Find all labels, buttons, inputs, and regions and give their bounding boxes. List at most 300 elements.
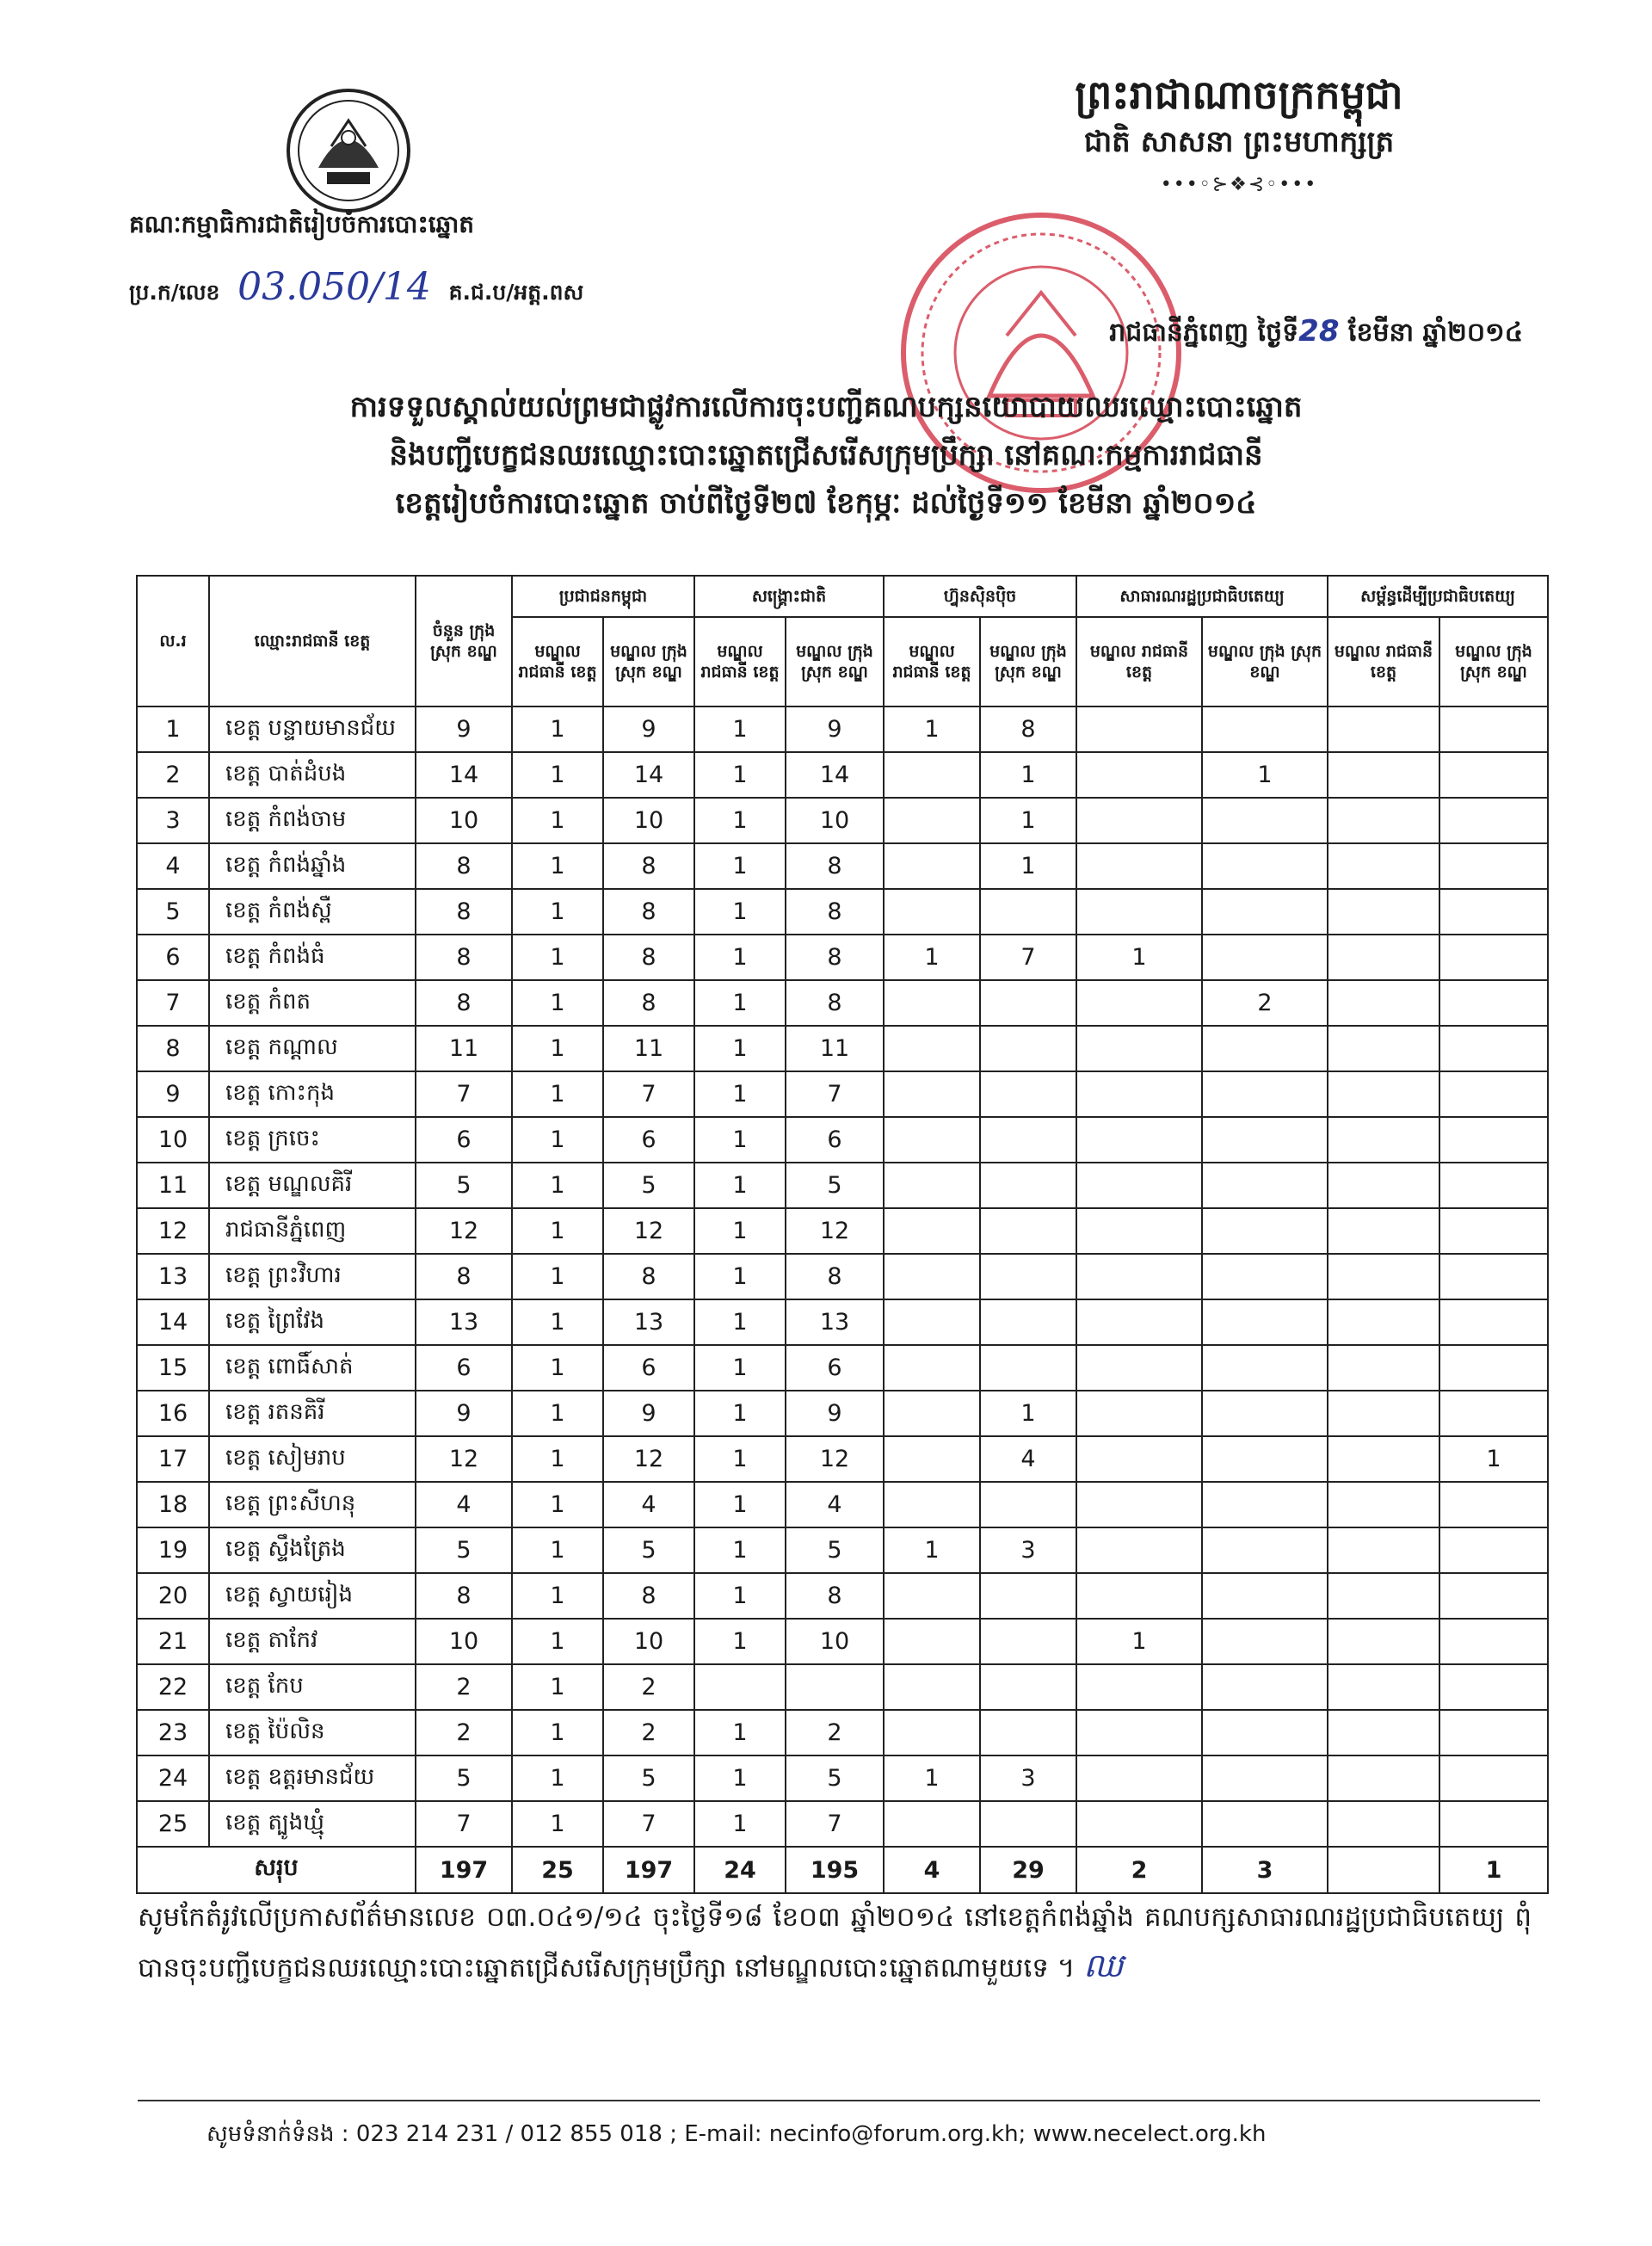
- count-cell: [1202, 843, 1328, 889]
- total-row: [137, 1847, 1548, 1893]
- total-cell: 197: [416, 1847, 512, 1893]
- count-cell: [980, 889, 1076, 935]
- province-name-cell: ខេត្ត តាកែវ: [209, 1619, 416, 1664]
- province-name-cell: ខេត្ត សៀមរាប: [209, 1436, 416, 1482]
- row-number-cell: 22: [137, 1664, 209, 1710]
- count-cell: [1202, 1801, 1328, 1847]
- row-number-cell: 23: [137, 1710, 209, 1755]
- count-cell: 8: [603, 1254, 694, 1299]
- count-cell: 6: [786, 1345, 884, 1391]
- province-name-cell: ខេត្ត ប៉ៃលិន: [209, 1710, 416, 1755]
- count-cell: 2: [603, 1664, 694, 1710]
- count-cell: 7: [603, 1071, 694, 1117]
- count-cell: [694, 1664, 786, 1710]
- count-cell: 1: [694, 1755, 786, 1801]
- count-cell: [1202, 1527, 1328, 1573]
- sub-capital: មណ្ឌល រាជធានី ខេត្ត: [1328, 617, 1439, 707]
- count-cell: 8: [786, 980, 884, 1026]
- row-number-cell: 15: [137, 1345, 209, 1391]
- count-cell: [884, 1801, 980, 1847]
- count-cell: 1: [694, 980, 786, 1026]
- count-cell: [1328, 1664, 1439, 1710]
- count-cell: 1: [694, 1482, 786, 1527]
- count-cell: 11: [416, 1026, 512, 1071]
- count-cell: [1328, 1071, 1439, 1117]
- count-cell: 2: [603, 1710, 694, 1755]
- total-label: សរុប: [137, 1847, 416, 1893]
- count-cell: [884, 752, 980, 798]
- count-cell: 8: [416, 935, 512, 980]
- count-cell: 1: [512, 843, 603, 889]
- sub-capital: មណ្ឌល រាជធានី ខេត្ត: [1076, 617, 1202, 707]
- count-cell: [1439, 1664, 1548, 1710]
- count-cell: 2: [416, 1664, 512, 1710]
- row-number-cell: 5: [137, 889, 209, 935]
- count-cell: 8: [980, 707, 1076, 752]
- count-cell: [1076, 707, 1202, 752]
- count-cell: [1202, 1391, 1328, 1436]
- count-cell: 5: [603, 1755, 694, 1801]
- row-number-cell: 7: [137, 980, 209, 1026]
- count-cell: [1439, 798, 1548, 843]
- count-cell: 6: [786, 1117, 884, 1163]
- count-cell: [1439, 1527, 1548, 1573]
- count-cell: [884, 1117, 980, 1163]
- count-cell: 1: [694, 843, 786, 889]
- nec-emblem-icon: [284, 86, 413, 215]
- count-cell: 5: [603, 1527, 694, 1573]
- total-cell: 2: [1076, 1847, 1202, 1893]
- count-cell: 10: [786, 798, 884, 843]
- count-cell: 5: [786, 1163, 884, 1208]
- count-cell: 4: [786, 1482, 884, 1527]
- count-cell: 1: [980, 1391, 1076, 1436]
- count-cell: [884, 798, 980, 843]
- table-row: [137, 1208, 1548, 1254]
- count-cell: 9: [416, 1391, 512, 1436]
- row-number-cell: 6: [137, 935, 209, 980]
- province-name-cell: ខេត្ត ពោធិ៍សាត់: [209, 1345, 416, 1391]
- count-cell: 11: [786, 1026, 884, 1071]
- count-cell: 7: [980, 935, 1076, 980]
- count-cell: [1439, 1254, 1548, 1299]
- count-cell: 1: [512, 1573, 603, 1619]
- count-cell: [1439, 1026, 1548, 1071]
- count-cell: 1: [694, 798, 786, 843]
- count-cell: [980, 1573, 1076, 1619]
- count-cell: [884, 1026, 980, 1071]
- total-cell: 29: [980, 1847, 1076, 1893]
- count-cell: 10: [416, 1619, 512, 1664]
- count-cell: 1: [512, 1163, 603, 1208]
- ref-suffix: គ.ជ.ប/អត្ត.ពស: [448, 280, 584, 305]
- count-cell: 1: [512, 1664, 603, 1710]
- count-cell: 8: [603, 1573, 694, 1619]
- table-row: [137, 1254, 1548, 1299]
- count-cell: [1439, 1573, 1548, 1619]
- province-name-cell: ខេត្ត ព្រះវិហារ: [209, 1254, 416, 1299]
- count-cell: [980, 980, 1076, 1026]
- total-cell: 197: [603, 1847, 694, 1893]
- count-cell: [1439, 889, 1548, 935]
- count-cell: [1076, 1163, 1202, 1208]
- count-cell: [980, 1664, 1076, 1710]
- sub-district: មណ្ឌល ក្រុង ស្រុក ខណ្ឌ: [980, 617, 1076, 707]
- row-number-cell: 14: [137, 1299, 209, 1345]
- count-cell: 1: [1202, 752, 1328, 798]
- count-cell: [1328, 980, 1439, 1026]
- row-number-cell: 25: [137, 1801, 209, 1847]
- province-name-cell: ខេត្ត កែប: [209, 1664, 416, 1710]
- row-number-cell: 10: [137, 1117, 209, 1163]
- count-cell: [1202, 1482, 1328, 1527]
- count-cell: 9: [786, 1391, 884, 1436]
- title-line-1: ការទទួលស្គាល់យល់ព្រមជាផ្លូវការលើការចុះបញ្ជីគណបក្សនយោបាយឈរឈ្មោះបោះឆ្នោត: [349, 390, 1303, 424]
- province-name-cell: ខេត្ត បាត់ដំបង: [209, 752, 416, 798]
- count-cell: [1328, 1299, 1439, 1345]
- count-cell: 5: [786, 1755, 884, 1801]
- ornament-divider: •••◦⊱❖⊰◦•••: [1160, 174, 1318, 195]
- row-number-cell: 13: [137, 1254, 209, 1299]
- count-cell: [980, 1482, 1076, 1527]
- count-cell: 8: [786, 1254, 884, 1299]
- count-cell: 1: [694, 1573, 786, 1619]
- count-cell: 4: [416, 1482, 512, 1527]
- count-cell: [1328, 889, 1439, 935]
- count-cell: 7: [603, 1801, 694, 1847]
- count-cell: [1439, 1117, 1548, 1163]
- count-cell: [884, 1208, 980, 1254]
- reference-line: [129, 265, 583, 311]
- table-row: [137, 1299, 1548, 1345]
- row-number-cell: 1: [137, 707, 209, 752]
- count-cell: 1: [694, 935, 786, 980]
- count-cell: 13: [603, 1299, 694, 1345]
- province-name-cell: ខេត្ត ឧត្តរមានជ័យ: [209, 1755, 416, 1801]
- count-cell: 1: [512, 1755, 603, 1801]
- count-cell: [1076, 1436, 1202, 1482]
- count-cell: 1: [694, 1208, 786, 1254]
- count-cell: 1: [1439, 1436, 1548, 1482]
- province-name-cell: ខេត្ត ក្រចេះ: [209, 1117, 416, 1163]
- count-cell: 8: [786, 935, 884, 980]
- count-cell: [1202, 1619, 1328, 1664]
- count-cell: 1: [884, 935, 980, 980]
- header-no: ល.រ: [137, 576, 209, 707]
- province-name-cell: ខេត្ត ស្វាយរៀង: [209, 1573, 416, 1619]
- count-cell: 5: [416, 1527, 512, 1573]
- table-row: [137, 1117, 1548, 1163]
- row-number-cell: 12: [137, 1208, 209, 1254]
- count-cell: 10: [603, 1619, 694, 1664]
- count-cell: 7: [786, 1801, 884, 1847]
- count-cell: 1: [694, 889, 786, 935]
- ref-number: 03.050/14: [237, 265, 431, 309]
- table-row: [137, 1071, 1548, 1117]
- document-title: [129, 383, 1523, 528]
- count-cell: 14: [786, 752, 884, 798]
- count-cell: 12: [416, 1436, 512, 1482]
- count-cell: 14: [416, 752, 512, 798]
- table-row: [137, 1710, 1548, 1755]
- count-cell: [980, 1801, 1076, 1847]
- total-cell: [1328, 1847, 1439, 1893]
- count-cell: 1: [512, 1208, 603, 1254]
- count-cell: 8: [603, 889, 694, 935]
- count-cell: 1: [694, 707, 786, 752]
- header-name: ឈ្មោះរាជធានី ខេត្ត: [209, 576, 416, 707]
- count-cell: 1: [980, 843, 1076, 889]
- count-cell: [1439, 935, 1548, 980]
- committee-name: គណៈកម្មាធិការជាតិរៀបចំការបោះឆ្នោត: [129, 210, 475, 238]
- province-name-cell: ខេត្ត កំពត: [209, 980, 416, 1026]
- count-cell: 8: [786, 889, 884, 935]
- count-cell: 13: [786, 1299, 884, 1345]
- count-cell: [1328, 1619, 1439, 1664]
- count-cell: [1328, 707, 1439, 752]
- count-cell: [1202, 1436, 1328, 1482]
- count-cell: [1076, 1573, 1202, 1619]
- count-cell: [1439, 1071, 1548, 1117]
- ref-prefix: ប្រ.ក/លេខ: [129, 280, 220, 305]
- count-cell: 7: [416, 1801, 512, 1847]
- count-cell: [1076, 843, 1202, 889]
- count-cell: [884, 1071, 980, 1117]
- count-cell: [884, 1345, 980, 1391]
- province-name-cell: ខេត្ត ត្បូងឃ្មុំ: [209, 1801, 416, 1847]
- count-cell: [884, 1299, 980, 1345]
- count-cell: 1: [694, 1527, 786, 1573]
- count-cell: 1: [694, 1801, 786, 1847]
- count-cell: 1: [512, 1527, 603, 1573]
- total-cell: 24: [694, 1847, 786, 1893]
- count-cell: [1076, 889, 1202, 935]
- count-cell: 1: [512, 798, 603, 843]
- count-cell: [980, 1254, 1076, 1299]
- count-cell: [1328, 1208, 1439, 1254]
- province-name-cell: ខេត្ត ព្រៃវែង: [209, 1299, 416, 1345]
- count-cell: 1: [512, 935, 603, 980]
- count-cell: 5: [416, 1755, 512, 1801]
- sub-district: មណ្ឌល ក្រុង ស្រុក ខណ្ឌ: [1202, 617, 1328, 707]
- count-cell: 9: [786, 707, 884, 752]
- count-cell: [1439, 1801, 1548, 1847]
- count-cell: 1: [512, 1345, 603, 1391]
- count-cell: [980, 1619, 1076, 1664]
- count-cell: 8: [603, 980, 694, 1026]
- province-name-cell: ខេត្ត មណ្ឌលគិរី: [209, 1163, 416, 1208]
- count-cell: [884, 1163, 980, 1208]
- row-number-cell: 17: [137, 1436, 209, 1482]
- count-cell: [1202, 1071, 1328, 1117]
- count-cell: 1: [512, 752, 603, 798]
- count-cell: [1439, 1619, 1548, 1664]
- count-cell: [1328, 798, 1439, 843]
- count-cell: 1: [694, 1026, 786, 1071]
- table-row: [137, 980, 1548, 1026]
- table-row: [137, 935, 1548, 980]
- count-cell: 1: [512, 1254, 603, 1299]
- count-cell: [1076, 1345, 1202, 1391]
- count-cell: [1076, 1208, 1202, 1254]
- national-motto: ជាតិ សាសនា ព្រះមហាក្សត្រ: [1083, 125, 1395, 159]
- count-cell: [884, 889, 980, 935]
- count-cell: [1076, 1527, 1202, 1573]
- count-cell: 1: [694, 1254, 786, 1299]
- table-body: [137, 707, 1548, 1893]
- count-cell: [980, 1117, 1076, 1163]
- count-cell: [1439, 752, 1548, 798]
- count-cell: 8: [603, 843, 694, 889]
- count-cell: [884, 1391, 980, 1436]
- table-row: [137, 1755, 1548, 1801]
- row-number-cell: 24: [137, 1755, 209, 1801]
- count-cell: [1439, 1391, 1548, 1436]
- total-cell: 25: [512, 1847, 603, 1893]
- document-date: [1109, 314, 1523, 354]
- count-cell: 1: [512, 1299, 603, 1345]
- table-row: [137, 1619, 1548, 1664]
- count-cell: [1328, 1026, 1439, 1071]
- count-cell: 1: [512, 1071, 603, 1117]
- province-name-cell: ខេត្ត កំពង់ឆ្នាំង: [209, 843, 416, 889]
- count-cell: 10: [603, 798, 694, 843]
- header-party-funcinpec: ហ្វ៊ុនស៊ិនប៉ិច: [884, 576, 1076, 617]
- count-cell: [1076, 1117, 1202, 1163]
- count-cell: 11: [603, 1026, 694, 1071]
- count-cell: 12: [786, 1436, 884, 1482]
- count-cell: 12: [603, 1436, 694, 1482]
- count-cell: 2: [786, 1710, 884, 1755]
- count-cell: [1076, 1482, 1202, 1527]
- count-cell: [980, 1163, 1076, 1208]
- count-cell: [884, 1254, 980, 1299]
- count-cell: [1202, 1299, 1328, 1345]
- header-party-cnrp: សង្គ្រោះជាតិ: [694, 576, 884, 617]
- province-name-cell: រាជធានីភ្នំពេញ: [209, 1208, 416, 1254]
- row-number-cell: 4: [137, 843, 209, 889]
- count-cell: 8: [416, 843, 512, 889]
- kingdom-title: ព្រះរាជាណាចក្រកម្ពុជា: [1075, 71, 1403, 118]
- count-cell: [1202, 1710, 1328, 1755]
- count-cell: [884, 1573, 980, 1619]
- count-cell: [1076, 752, 1202, 798]
- count-cell: [884, 1710, 980, 1755]
- count-cell: [1328, 1436, 1439, 1482]
- count-cell: [1202, 1117, 1328, 1163]
- count-cell: 1: [694, 1071, 786, 1117]
- row-number-cell: 20: [137, 1573, 209, 1619]
- header-party-cpp: ប្រជាជនកម្ពុជា: [512, 576, 694, 617]
- province-name-cell: ខេត្ត កណ្តាល: [209, 1026, 416, 1071]
- count-cell: [980, 1299, 1076, 1345]
- count-cell: 6: [603, 1117, 694, 1163]
- count-cell: 9: [603, 707, 694, 752]
- count-cell: [1328, 1391, 1439, 1436]
- count-cell: [1202, 1026, 1328, 1071]
- count-cell: [1076, 1710, 1202, 1755]
- count-cell: [1076, 1801, 1202, 1847]
- count-cell: [1328, 1345, 1439, 1391]
- count-cell: 2: [1202, 980, 1328, 1026]
- count-cell: [1439, 1482, 1548, 1527]
- table-row: [137, 1026, 1548, 1071]
- count-cell: 1: [884, 1755, 980, 1801]
- count-cell: [1439, 1163, 1548, 1208]
- table-row: [137, 1573, 1548, 1619]
- row-number-cell: 19: [137, 1527, 209, 1573]
- count-cell: [884, 980, 980, 1026]
- count-cell: 4: [603, 1482, 694, 1527]
- sub-district: មណ្ឌល ក្រុង ស្រុក ខណ្ឌ: [1439, 617, 1548, 707]
- count-cell: 8: [416, 1254, 512, 1299]
- count-cell: 5: [786, 1527, 884, 1573]
- count-cell: 1: [694, 1345, 786, 1391]
- count-cell: 1: [512, 707, 603, 752]
- correction-notice: [138, 1893, 1532, 1992]
- count-cell: [980, 1208, 1076, 1254]
- province-name-cell: ខេត្ត កំពង់ស្ពឺ: [209, 889, 416, 935]
- count-cell: 1: [512, 1436, 603, 1482]
- count-cell: 1: [694, 1619, 786, 1664]
- total-cell: 1: [1439, 1847, 1548, 1893]
- table-row: [137, 707, 1548, 752]
- count-cell: [1202, 1755, 1328, 1801]
- table-row: [137, 798, 1548, 843]
- title-line-3: ខេត្តរៀបចំការបោះឆ្នោត ចាប់ពីថ្ងៃទី២៧ ខែកុម្ភៈ ដល់ថ្ងៃទី១១ ខែមីនា ឆ្នាំ២០១៤: [395, 486, 1257, 521]
- table-row: [137, 1391, 1548, 1436]
- count-cell: [884, 1664, 980, 1710]
- count-cell: 1: [512, 1391, 603, 1436]
- count-cell: [1076, 1026, 1202, 1071]
- count-cell: [786, 1664, 884, 1710]
- province-name-cell: ខេត្ត កំពង់ចាម: [209, 798, 416, 843]
- count-cell: 14: [603, 752, 694, 798]
- date-day: 28: [1298, 314, 1340, 349]
- count-cell: 8: [603, 935, 694, 980]
- count-cell: 1: [1076, 935, 1202, 980]
- count-cell: 9: [603, 1391, 694, 1436]
- count-cell: 1: [512, 1026, 603, 1071]
- row-number-cell: 16: [137, 1391, 209, 1436]
- count-cell: [980, 1026, 1076, 1071]
- contact-info: សូមទំនាក់ទំនង : 023 214 231 / 012 855 018 ; E-mail: necinfo@forum.org.kh; www.necelect.org.kh: [206, 2121, 1267, 2147]
- handwritten-initials: ឈ: [1083, 1947, 1124, 1984]
- count-cell: [1439, 1755, 1548, 1801]
- province-name-cell: ខេត្ត បន្ទាយមានជ័យ: [209, 707, 416, 752]
- count-cell: [1328, 1117, 1439, 1163]
- count-cell: [1439, 843, 1548, 889]
- count-cell: [1076, 980, 1202, 1026]
- row-number-cell: 18: [137, 1482, 209, 1527]
- count-cell: [1328, 1254, 1439, 1299]
- count-cell: [1202, 1254, 1328, 1299]
- count-cell: [1439, 980, 1548, 1026]
- count-cell: [1202, 1163, 1328, 1208]
- count-cell: 6: [416, 1117, 512, 1163]
- count-cell: [980, 1071, 1076, 1117]
- total-cell: 195: [786, 1847, 884, 1893]
- row-number-cell: 3: [137, 798, 209, 843]
- table-row: [137, 1664, 1548, 1710]
- count-cell: [1202, 1573, 1328, 1619]
- total-cell: 4: [884, 1847, 980, 1893]
- row-number-cell: 8: [137, 1026, 209, 1071]
- count-cell: [1202, 1345, 1328, 1391]
- count-cell: 8: [416, 1573, 512, 1619]
- province-name-cell: ខេត្ត ព្រះសីហនុ: [209, 1482, 416, 1527]
- header-party-lfd: សម្ព័ន្ធដើម្បីប្រជាធិបតេយ្យ: [1328, 576, 1548, 617]
